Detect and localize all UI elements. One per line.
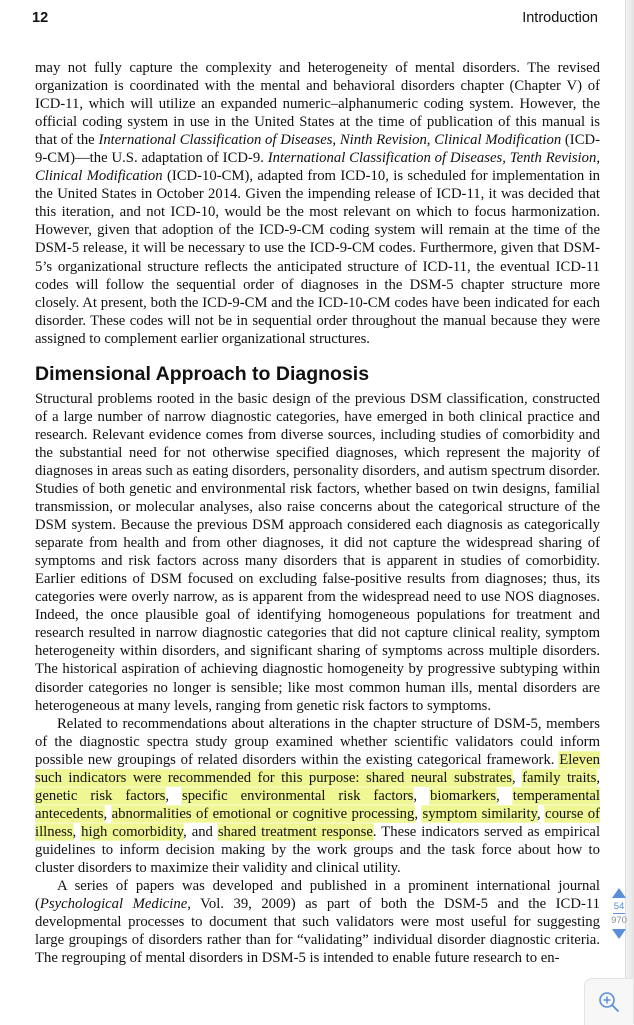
highlight-temperamental-antecedents[interactable]: temperamental antecedents	[35, 787, 601, 822]
text-run: ,	[165, 787, 182, 804]
highlight-symptom-similarity[interactable]: symptom similarity	[422, 805, 537, 822]
italic-title-icd10cm: International Classification of Diseases, Tenth Revision, Clinical Modification	[35, 150, 600, 185]
text-run: ,	[596, 769, 600, 786]
text-run: , Vol. 39, 2009) as part of both the DSM-5 and the ICD-11 developmental processes to document that such validators were most useful for suggesting large groupings of disorders rather than for “validating” individual disorder diagnostic criteria. The regrouping of mental disorders in DSM-5 is intended to enable future research to en-	[35, 896, 600, 967]
page-navigator	[607, 888, 631, 952]
text-run: ,	[72, 823, 82, 840]
text-run: may not fully capture the complexity and heterogeneity of mental disorders. The revised organization is coordinated with the mental and behavioral disorders chapter (Chapter V) of ICD-11, which will utilize an expanded numeric–alphanumeric coding system. However, the official coding system in use in the United States at the time of publication of this manual is that of the	[35, 60, 600, 149]
next-page-arrow-icon[interactable]	[612, 929, 626, 939]
text-run: ,	[103, 805, 112, 822]
zoom-in-icon	[598, 991, 620, 1013]
highlight-biomarkers[interactable]: biomarkers	[430, 787, 497, 804]
text-run: , and	[183, 823, 218, 840]
previous-page-arrow-icon[interactable]	[612, 888, 626, 898]
italic-journal-title: Psychological Medicine	[39, 896, 188, 913]
paragraph-validators	[35, 715, 600, 877]
italic-title-icd9cm: International Classification of Diseases, Ninth Revision, Clinical Modification	[98, 132, 562, 149]
highlight-high-comorbidity[interactable]: high comorbidity	[81, 823, 184, 840]
paragraph-series-of-papers	[35, 877, 600, 967]
text-run: ,	[414, 805, 423, 822]
current-page-number: 54	[613, 901, 625, 912]
page-body	[35, 59, 600, 967]
text-run: ,	[511, 769, 523, 786]
text-run: Related to recommendations about alterations in the chapter structure of DSM-5, members of the diagnostic spectra study group examined whether scientific validators could inform possible new groupings of related disorders within the existing categorical framework.	[35, 715, 600, 768]
text-run: ,	[536, 805, 546, 822]
total-page-count: 970	[611, 915, 627, 926]
highlight-eleven-indicators[interactable]: Eleven such indicators were recommended for this purpose: shared neural substrates	[35, 751, 600, 786]
highlight-course-of-illness[interactable]: course of illness	[35, 805, 601, 840]
page-number-divider	[613, 913, 625, 914]
paragraph-structural-problems: Structural problems rooted in the basic design of the previous DSM classification, constructed of a large number of narrow diagnostic categories, have emerged in both clinical practice and research. Relevant evidence comes from diverse sources, including studies of comorbidity and the substantial need for not otherwise specified diagnoses, which represent the majority of diagnoses in areas such as eating disorders, personality disorders, and autism spectrum disorder. Studies of both genetic and environmental risk factors, whether based on twin designs, familial transmission, or molecular analyses, also raise concerns about the categorical structure of the DSM system. Because the previous DSM approach considered each diagnosis as categorically separate from health and from other diagnoses, it did not capture the widespread sharing of symptoms and risk factors across many disorders that is apparent in studies of comorbidity. Earlier editions of DSM focused on excluding false-positive results from diagnoses; thus, its categories were overly narrow, as is apparent from the widespread need to use NOS diagnoses. Indeed, the once plausible goal of identifying homogeneous populations for treatment and research resulted in narrow diagnostic categories that did not capture clinical reality, symptom heterogeneity within disorders, and significant sharing of symptoms across multiple disorders. The historical aspiration of achieving diagnostic homogeneity by progressive subtyping within disorder categories no longer is sensible; like most common human ills, mental disorders are heterogeneous at many levels, ranging from genetic risk factors to symptoms.	[35, 390, 600, 714]
text-run: . These indicators served as empirical guidelines to inform decision making by the work groups and the task force about how to cluster disorders to maximize their validity and clinical utility.	[35, 823, 601, 876]
page-header	[32, 10, 598, 30]
text-run: (ICD-9-CM)—the U.S. adaptation of ICD-9.	[35, 132, 600, 167]
page-number: 12	[32, 10, 49, 26]
highlight-environmental-risk-factors[interactable]: specific environmental risk factors	[181, 787, 414, 804]
text-run: (ICD-10-CM), adapted from ICD-10, is scheduled for implementation in the United States in October 2014. Given the impending release of ICD-11, it was decided that this iteration, and not ICD-10, would be the most relevant on which to focus harmonization. However, given that adoption of the ICD-9-CM coding system will remain at the time of the DSM-5 release, it will be necessary to use the ICD-9-CM codes. Furthermore, given that DSM-5’s organizational structure reflects the anticipated structure of ICD-11, the eventual ICD-11 codes will follow the sequential order of diagnoses in the DSM-5 chapter structure more closely. At present, both the ICD-9-CM and the ICD-10-CM codes have been indicated for each disorder. These codes will not be in sequential order throughout the manual because they were assigned to complement earlier organizational structures.	[35, 168, 600, 347]
highlight-family-traits[interactable]: family traits	[522, 769, 597, 786]
running-head: Introduction	[522, 10, 598, 26]
highlight-genetic-risk-factors[interactable]: genetic risk factors	[35, 787, 166, 804]
paragraph-icd-coding	[35, 59, 600, 348]
text-run: ,	[496, 787, 513, 804]
text-run: ,	[413, 787, 431, 804]
zoom-in-button[interactable]	[584, 978, 633, 1025]
highlight-shared-treatment-response[interactable]: shared treatment response	[217, 823, 373, 840]
page-edge	[625, 0, 634, 1024]
section-heading: Dimensional Approach to Diagnosis	[35, 362, 370, 385]
text-run: A series of papers was developed and published in a prominent international journal (	[35, 878, 600, 913]
highlight-emotional-cognitive-processing[interactable]: abnormalities of emotional or cognitive processing	[111, 805, 415, 822]
